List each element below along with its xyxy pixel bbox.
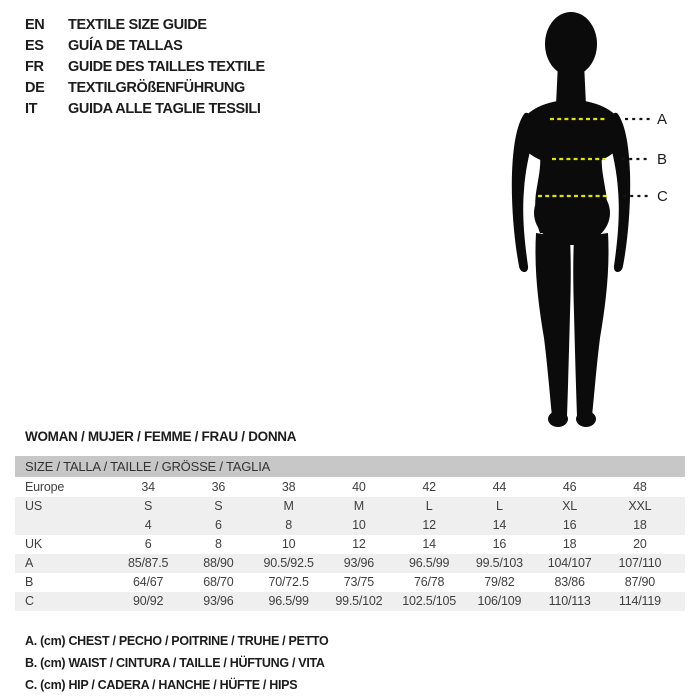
table-row: [15, 554, 685, 573]
language-row: [25, 98, 265, 119]
size-value: 87/90: [624, 575, 656, 589]
size-value: 99.5/102: [335, 594, 383, 608]
language-code: DE: [25, 79, 45, 96]
size-table-body: [15, 478, 685, 611]
size-value: 38: [281, 480, 296, 494]
silhouette-left-leg: [535, 233, 570, 416]
row-label: C: [25, 594, 34, 608]
size-value: 70/72.5: [268, 575, 309, 589]
size-value: 8: [214, 537, 222, 551]
size-value: 14: [492, 518, 507, 532]
silhouette-right-foot: [576, 411, 596, 427]
size-value: 114/119: [618, 594, 661, 608]
size-value: 83/86: [554, 575, 585, 589]
silhouette-right-leg: [573, 233, 608, 416]
language-title: TEXTILE SIZE GUIDE: [68, 16, 207, 33]
row-label: B: [25, 575, 34, 589]
language-code: ES: [25, 37, 44, 54]
size-value: 73/75: [343, 575, 375, 589]
size-value: 64/67: [132, 575, 164, 589]
size-value: 90.5/92.5: [263, 556, 314, 570]
size-value: 44: [492, 480, 507, 494]
language-row: [25, 14, 265, 35]
size-value: XXL: [628, 499, 652, 513]
size-value: 93/96: [203, 594, 234, 608]
language-code: FR: [25, 58, 44, 75]
size-value: M: [283, 499, 294, 513]
silhouette-body: [512, 12, 630, 427]
size-value: 88/90: [203, 556, 234, 570]
size-value: 48: [633, 480, 647, 494]
language-title: GUIDA ALLE TAGLIE TESSILI: [68, 100, 261, 117]
size-value: 12: [352, 537, 366, 551]
language-row: [25, 56, 265, 77]
table-row: [15, 592, 685, 611]
size-value: 110/113: [548, 594, 591, 608]
table-row: [15, 573, 685, 592]
size-value: L: [495, 499, 503, 513]
table-row: [15, 535, 685, 554]
legend-line: A. (cm) CHEST / PECHO / POITRINE / TRUHE / PETTO: [25, 634, 329, 648]
size-value: 36: [211, 480, 226, 494]
row-label: US: [25, 499, 42, 513]
size-value: 79/82: [484, 575, 515, 589]
size-value: 14: [422, 537, 436, 551]
size-value: 106/109: [477, 594, 522, 608]
size-value: S: [214, 499, 223, 513]
size-value: S: [144, 499, 153, 513]
size-value: M: [353, 499, 364, 513]
language-title: GUIDE DES TAILLES TEXTILE: [68, 58, 265, 75]
size-value: 96.5/99: [408, 556, 450, 570]
size-value: 99.5/103: [475, 556, 523, 570]
size-value: 40: [352, 480, 366, 494]
language-title: GUÍA DE TALLAS: [68, 37, 183, 54]
size-value: 18: [562, 537, 577, 551]
size-value: 10: [281, 537, 296, 551]
table-row: [15, 516, 685, 535]
size-value: 107/110: [618, 556, 662, 570]
marker-labels: [657, 111, 668, 205]
size-value: 34: [141, 480, 155, 494]
size-value: 4: [144, 518, 152, 532]
table-row: [15, 478, 685, 497]
language-row: [25, 77, 265, 98]
size-value: 68/70: [203, 575, 234, 589]
legend-line: B. (cm) WAIST / CINTURA / TAILLE / HÜFTUNG / VITA: [25, 656, 325, 670]
row-label: A: [25, 556, 34, 570]
size-table: [15, 456, 685, 611]
size-value: 96.5/99: [268, 594, 309, 608]
size-value: 104/107: [547, 556, 592, 570]
size-table-header: SIZE / TALLA / TAILLE / GRÖSSE / TAGLIA: [15, 456, 685, 477]
language-code: IT: [25, 100, 38, 117]
size-value: 93/96: [343, 556, 375, 570]
size-value: 6: [144, 537, 152, 551]
size-value: 20: [633, 537, 647, 551]
size-value: L: [425, 499, 433, 513]
size-value: 85/87.5: [127, 556, 169, 570]
size-value: 90/92: [132, 594, 164, 608]
chest-marker-label: A: [657, 111, 668, 128]
size-value: 18: [633, 518, 647, 532]
size-value: 16: [492, 537, 507, 551]
size-value: 46: [562, 480, 577, 494]
silhouette-right-arm: [608, 113, 631, 272]
size-value: 6: [214, 518, 222, 532]
silhouette-left-arm: [512, 113, 535, 272]
row-label: Europe: [25, 480, 65, 494]
size-value: 42: [422, 480, 436, 494]
legend-line: C. (cm) HIP / CADERA / HANCHE / HÜFTE / HIPS: [25, 678, 298, 692]
woman-silhouette: [478, 8, 690, 432]
size-value: 102.5/105: [402, 594, 457, 608]
language-code: EN: [25, 16, 45, 33]
language-title-list: [25, 14, 265, 119]
table-row: [15, 497, 685, 516]
silhouette-left-foot: [548, 411, 568, 427]
hip-marker-label: C: [657, 188, 668, 205]
size-value: 16: [562, 518, 577, 532]
silhouette-neck: [556, 63, 586, 105]
language-row: [25, 35, 265, 56]
size-value: 12: [422, 518, 436, 532]
size-value: XL: [562, 499, 578, 513]
figure-panel: [478, 8, 690, 432]
language-title: TEXTILGRÖßENFÜHRUNG: [68, 79, 245, 96]
waist-marker-label: B: [657, 151, 668, 168]
row-label: [15, 516, 113, 535]
section-title: WOMAN / MUJER / FEMME / FRAU / DONNA: [25, 429, 297, 444]
size-value: 8: [285, 518, 292, 532]
size-value: 76/78: [413, 575, 445, 589]
measurement-legend: [25, 630, 328, 696]
row-label: UK: [25, 537, 42, 551]
size-value: 10: [352, 518, 366, 532]
